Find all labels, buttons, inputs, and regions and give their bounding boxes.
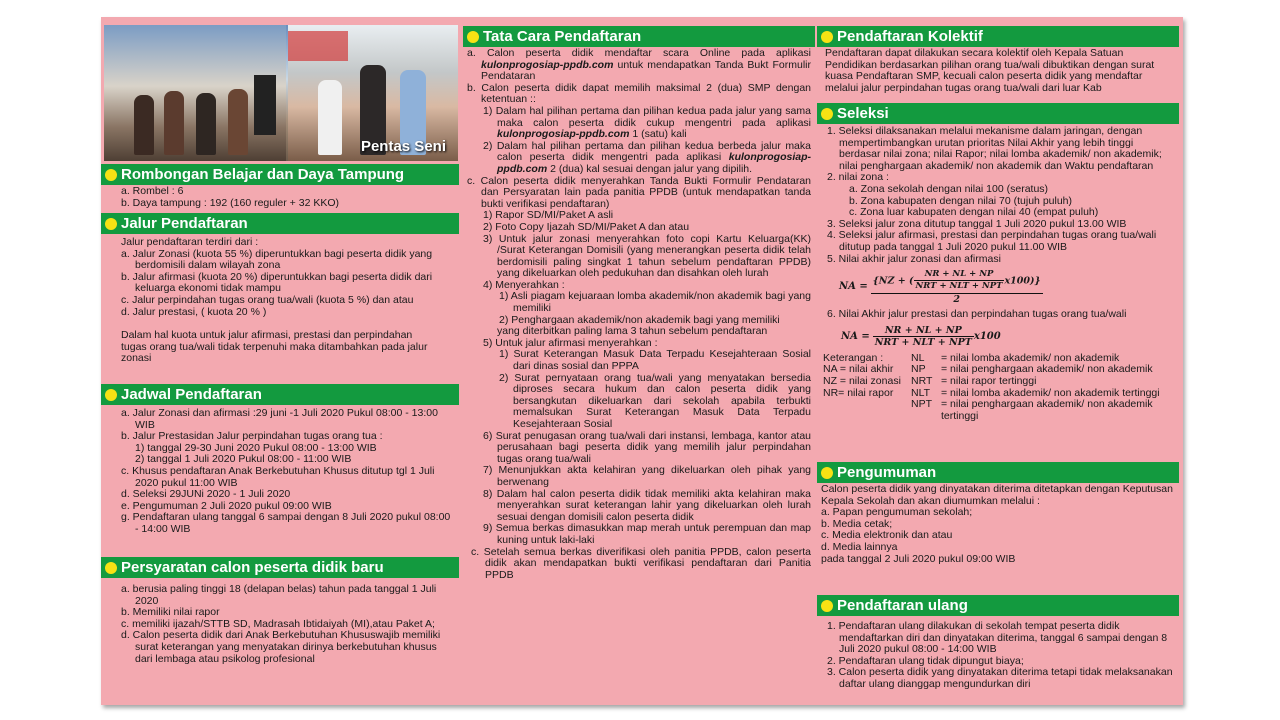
keterangan-table: Keterangan : NL = nilai lomba akademik/ non akademik NA = nilai akhir NP = nilai penghargaan akademik/ non akademik NZ = nilai zonasi NRT = nilai rapor tertinggi NR= nilai rapor NLT = nilai lomba akademik/ non akademik tertinggi NPT = nilai penghargaan akademik/ non akademik tertinggi — [823, 351, 1160, 422]
bullet-icon — [821, 108, 833, 120]
section-header-kolektif: Pendaftaran Kolektif — [817, 26, 1179, 47]
section-header-ulang: Pendaftaran ulang — [817, 595, 1179, 616]
bullet-icon — [105, 389, 117, 401]
seleksi-content: 1. Seleksi dilaksanakan melalui mekanisme dalam jaringan, dengan mempertimbangkan urutan prioritas Nilai Akhir yang lebih tinggi berdasar nilai zona; nilai Rapor; nilai lomba akademik/ non akademik; nilai penghargaan akademik/ non akademik dan Waktu pendaftaran 2. nilai zona : a. Zona sekolah dengan nilai 100 (seratus) b. Zona kabupaten dengan nilai 70 (tujuh puluh) c. Zona luar kabupaten dengan nilai 40 (empat puluh) 3. Seleksi jalur zona ditutup tanggal 1 Juli 2020 pukul 13.00 WIB 4. Seleksi jalur afirmasi, prestasi dan perpindahan tugas orang tua/wali ditutup pada tanggal 1 Juli 2020 pukul 11.00 WIB 5. Nilai akhir jalur zonasi dan afirmasi NA = {NZ + ( $\frac{NR + NL + NP}{\text{NRT + NLT + NPT}}$ x100)} 2 6. Nilai Akhir jalur prestasi dan perpindahan tugas orang tua/wali NA = $\frac{NR + NL + NP}{\text{NRT + NLT + NPT}}$ x100 Keterangan : NL = nilai lomba akademik/ non akademik NA = nilai akhir NP = nilai penghargaan akademik/ non akademik NZ = nilai zonasi NRT = nilai rapor tertinggi NR= nilai rapor NLT = nilai lomba akademik/ non akademik tertinggi NPT = nilai penghargaan akademik/ non akademik tertinggi — [817, 124, 1179, 422]
pengumuman-content: Calon peserta didik yang dinyatakan diterima ditetapkan dengan Keputusan Kepala Sekolah dan akan diumumkan melalui : a. Papan pengumuman sekolah; b. Media cetak; c. Media elektronik dan atau d. Media lainnya pada tanggal 2 Juli 2020 pukul 09:00 WIB — [821, 483, 1173, 565]
event-photo — [104, 25, 458, 161]
section-header-seleksi: Seleksi — [817, 103, 1179, 124]
app-link[interactable]: kulonprogosiap-ppdb.com — [497, 151, 811, 175]
bullet-icon — [821, 31, 833, 43]
section-header-persyaratan: Persyaratan calon peserta didik baru — [101, 557, 459, 578]
bullet-icon — [105, 562, 117, 574]
formula-prestasi: NA = $\frac{NR + NL + NP}{\text{NRT + NLT + NPT}}$ x100 — [841, 324, 1001, 349]
bullet-icon — [821, 600, 833, 612]
photo-caption: Pentas Seni — [360, 138, 446, 155]
column-left — [101, 17, 459, 705]
bullet-icon — [821, 467, 833, 479]
column-right — [817, 17, 1179, 705]
ulang-content: 1. Pendaftaran ulang dilakukan di sekolah tempat peserta didik mendaftarkan diri dan dinyatakan diterima, tanggal 6 sampai dengan 8 Juli 2020 pukul 08:00 - 14:00 WIB 2. Pendaftaran ulang tidak dipungut biaya; 3. Calon peserta didik yang dinyatakan diterima tetapi tidak melaksanakan daftar ulang dianggap mengundurkan diri — [827, 620, 1173, 690]
kolektif-text: Pendaftaran dapat dilakukan secara kolektif oleh Kepala Satuan Pendidikan berdasarkan pilihan orang tua/wali dibuktikan dengan surat kuasa Pendaftaran SMP, kecuali calon peserta didik yang mendaftar melalui jalur perpindahan tugas orang tua/wali dari luar Kab — [825, 47, 1155, 94]
section-header-jalur: Jalur Pendaftaran — [101, 213, 459, 234]
formula-zonasi: NA = {NZ + ( $\frac{NR + NL + NP}{\text{NRT + NLT + NPT}}$ x100)} 2 — [839, 268, 1041, 305]
app-link[interactable]: kulonprogosiap-ppdb.com — [497, 128, 630, 141]
column-middle — [463, 17, 815, 705]
photo-dance-performance — [104, 25, 286, 161]
bullet-icon — [105, 169, 117, 181]
section-header-rombel: Rombongan Belajar dan Daya Tampung — [101, 164, 459, 185]
brochure-sheet — [101, 17, 1183, 705]
app-link[interactable]: kulonprogosiap-ppdb.com — [481, 58, 614, 71]
section-header-jadwal: Jadwal Pendaftaran — [101, 384, 459, 405]
jalur-content: Jalur pendaftaran terdiri dari : a. Jalur Zonasi (kuota 55 %) diperuntukkan bagi peserta didik yang berdomisili dalam wilayah zona b. Jalur afirmasi (kuota 20 %) diperuntukkan bagi peserta didik dari keluarga ekonomi tidak mampu c. Jalur perpindahan tugas orang tua/wali (kuota 5 %) dan atau d. Jalur prestasi, ( kuota 20 % ) Dalam hal kuota untuk jalur afirmasi, prestasi dan perpindahan tugas orang tua/wali tidak terpenuhi maka ditambahkan pada jalur zonasi — [121, 236, 433, 365]
bullet-icon — [105, 218, 117, 230]
rombel-list: a. Rombel : 6 b. Daya tampung : 192 (160 reguler + 32 KKO) — [121, 185, 340, 209]
tata-cara-content: a. Calon peserta didik mendaftar scara Online pada aplikasi kulonprogosiap-ppdb.com untuk mendapatkan Tanda Bukt Formulir Pendataran b. Calon peserta didik dapat memilih maksimal 2 (dua) SMP dengan ketentuan :: 1) Dalam hal pilihan pertama dan pilihan kedua pada jalur yang sama maka calon peserta didik cukup mengentri pada aplikasi kulonprogosiap-ppdb.com 1 (satu) kali 2) Dalam hal pilihan pertama dan pilihan kedua berbeda jalur maka calon peserta didik mengentri pada aplikasi kulonprogosiap-ppdb.com 2 (dua) kal sesuai dengan jalur yang dipilih. c. Calon peserta didik menyerahkan Tanda Bukti Formulir Pendataran dan Persyaratan lain pada panitia PPDB (untuk mendapatkan tanda bukti verifikasi pendaftaran) 1) Rapor SD/MI/Paket A asli 2) Foto Copy Ijazah SD/MI/Paket A dan atau 3) Untuk jalur zonasi menyerahkan foto copi Kartu Keluarga(KK) /Surat Keterangan Domisili (yang menerangkan peserta didik telah berdomisili paling singkat 1 tahun sebelum pendaftaran PPDB) yang dikeluarkan oleh pedukuhan dan disahkan oleh lurah 4) Menyerahkan : 1) Asli piagam kejuaraan lomba akademik/non akademik bagi yang memiliki 2) Penghargaan akademik/non akademik bagi yang memiliki yang diterbitkan paling lama 3 tahun sebelum pendaftaran 5) Untuk jalur afirmasi menyerahkan : 1) Surat Keterangan Masuk Data Terpadu Kesejahteraan Sosial dari dinas sosial dan PPPA 2) Surat pernyataan orang tua/wali yang menyatakan bersedia diproses secara hukum dan calon peserta didik yang bersangkutan dikeluarkan dari sekolah apabila terbukti memalsukan Surat Keterangan Masuk Data Terpadu Kesejahteraan Sosial 6) Surat penugasan orang tua/wali dari instansi, lembaga, kantor atau perusahaan bagi peserta didik yang memilih jalur perpindahan tugas orang tua/wali 7) Menunjukkan akta kelahiran yang dikeluarkan oleh pihak yang berwenang 8) Dalam hal calon peserta didik tidak memiliki akta kelahiran maka menyerahkan surat keterangan lahir yang dikeluarkan oleh lurah sesuai dengan domisili calon peserta didik 9) Semua berkas dimasukkan map merah untuk perempuan dan map kuning untuk laki-laki c. Setelah semua berkas diverifikasi oleh panitia PPDB, calon peserta didik akan mendapatkan bukti verifikasi pendaftaran dari Panitia PPDB — [467, 47, 811, 581]
section-header-tata-cara: Tata Cara Pendaftaran — [463, 26, 815, 47]
jadwal-content: a. Jalur Zonasi dan afirmasi :29 juni -1 Juli 2020 Pukul 08:00 - 13:00 WIB b. Jalur Prestasidan Jalur perpindahan tugas orang tua : 1) tanggal 29-30 Juni 2020 Pukul 08:00 - 13:00 WIB 2) tanggal 1 Juli 2020 Pukul 08:00 - 11:00 WIB c. Khusus pendaftaran Anak Berkebutuhan Khusus ditutup tgl 1 Juli 2020 pukul 11:00 WIB d. Seleksi 29JUNi 2020 - 1 Juli 2020 e. Pengumuman 2 Juli 2020 pukul 09:00 WIB g. Pendaftaran ulang tanggal 6 sampai dengan 8 Juli 2020 pukul 08:00 - 14:00 WIB — [121, 407, 451, 535]
persyaratan-content: a. berusia paling tinggi 18 (delapan belas) tahun pada tanggal 1 Juli 2020 b. Memiliki nilai rapor c. memiliki ijazah/STTB SD, Madrasah Ibtidaiyah (MI),atau Paket A; d. Calon peserta didik dari Anak Berkebutuhan Khususwajib memiliki surat keterangan yang menyatakan dirinya berkebutuhan khusus dari lembaga atau psikolog profesional — [121, 583, 441, 665]
section-header-pengumuman: Pengumuman — [817, 462, 1179, 483]
bullet-icon — [467, 31, 479, 43]
